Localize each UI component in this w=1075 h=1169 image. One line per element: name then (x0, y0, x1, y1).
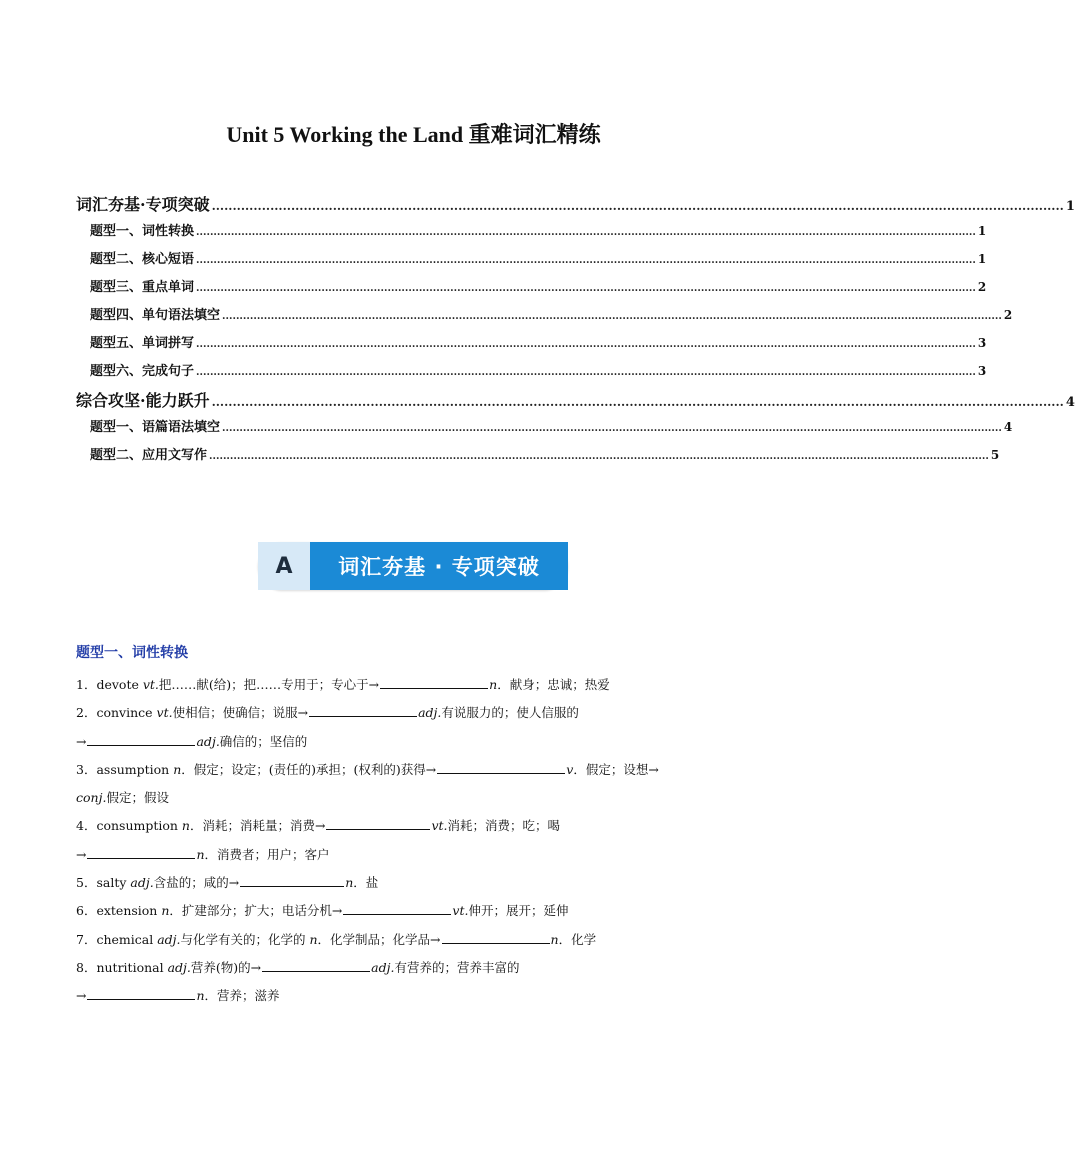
pos-tag: conj. (76, 790, 107, 806)
exercise-text: ．假定；设想→ (573, 761, 659, 777)
exercise-text: 有说服力的；使人信服的 (441, 705, 579, 721)
section-banner (258, 542, 568, 590)
toc-leader-dots: ................................................................................................................................................................................................................................ (196, 367, 976, 378)
exercise-line (76, 928, 756, 956)
answer-blank[interactable] (87, 732, 195, 746)
pos-tag: v (566, 761, 574, 777)
toc-leader-dots: ................................................................................................................................................................................................................................ (209, 451, 989, 462)
exercise-text: 营养(物)的→ (190, 959, 262, 975)
exercise-line (76, 956, 756, 984)
pos-tag: n (309, 931, 318, 947)
exercise-text: 伸开；展开；延伸 (468, 903, 569, 919)
exercise-text: 1．devote (76, 677, 143, 692)
exercise-line (76, 701, 756, 729)
toc-leader-dots: ............................................................................................................................................................................................................ (211, 395, 1064, 409)
answer-blank[interactable] (343, 901, 451, 915)
toc-entry-label: 题型三、重点单词 (90, 280, 195, 295)
exercise-text: 消耗；消费；吃；喝 (447, 818, 561, 834)
pos-tag: vt. (156, 705, 173, 721)
toc-entry-label: 题型五、单词拼写 (90, 336, 195, 351)
exercise-text: ．消耗；消耗量；消费→ (189, 818, 326, 834)
toc-entry[interactable] (76, 304, 1013, 332)
pos-tag: n (161, 903, 170, 919)
exercise-line (76, 984, 756, 1012)
toc-leader-dots: ................................................................................................................................................................................................................................ (196, 283, 976, 294)
toc-page-number: 4 (1003, 420, 1013, 434)
toc-entry-label: 题型六、完成句子 (90, 364, 195, 379)
page-title: Unit 5 Working the Land 重难词汇精练 (226, 122, 601, 147)
toc-page-number: 1 (1065, 199, 1075, 214)
toc-entry-label: 题型一、语篇语法填空 (90, 420, 221, 435)
toc-leader-dots: ............................................................................................................................................................................................................ (211, 199, 1064, 213)
pos-tag: adj. (130, 875, 154, 891)
toc-page-number: 1 (977, 252, 987, 266)
exercise-text: 使相信；使确信；说服→ (172, 705, 309, 721)
answer-blank[interactable] (326, 816, 430, 830)
exercise-text: → (76, 733, 87, 749)
toc-entry-label: 题型一、词性转换 (90, 224, 195, 239)
toc-entry[interactable] (76, 444, 1000, 472)
exercise-text: 把……献(给)；把……专用于；专心于→ (158, 677, 380, 692)
answer-blank[interactable] (437, 760, 565, 774)
toc-leader-dots: ................................................................................................................................................................................................................................ (222, 423, 1002, 434)
answer-blank[interactable] (262, 958, 370, 972)
pos-tag: adj. (371, 959, 395, 975)
toc-entry-label: 词汇夯基·专项突破 (76, 195, 210, 214)
exercise-list (76, 673, 756, 1013)
toc-entry-label: 题型二、核心短语 (90, 252, 195, 267)
exercise-text: ．献身；忠诚；热爱 (497, 677, 610, 692)
answer-blank[interactable] (87, 986, 195, 1000)
table-of-contents (76, 192, 1075, 472)
section-banner-title: 词汇夯基 · 专项突破 (310, 542, 568, 590)
answer-blank[interactable] (87, 845, 195, 859)
pos-tag: n (550, 931, 559, 947)
exercise-text: 确信的；坚信的 (219, 733, 308, 749)
toc-entry[interactable] (76, 416, 1013, 444)
exercise-line (76, 899, 756, 927)
exercise-text: ．扩建部分；扩大；电话分机→ (169, 903, 343, 919)
exercise-line (76, 758, 756, 786)
pos-tag: n (196, 846, 205, 862)
exercise-text: ．假定；设定；(责任的)承担；(权利的)获得→ (181, 761, 437, 777)
pos-tag: vt. (431, 818, 448, 834)
pos-tag: adj. (167, 959, 191, 975)
toc-entry[interactable] (76, 248, 987, 276)
answer-blank[interactable] (240, 873, 344, 887)
exercise-line (76, 786, 756, 814)
exercise-text: ．化学制品；化学品→ (317, 931, 441, 947)
answer-blank[interactable] (309, 703, 417, 717)
exercise-text: 与化学有关的；化学的 (180, 931, 310, 947)
answer-blank[interactable] (442, 930, 550, 944)
pos-tag: n (173, 761, 182, 777)
toc-page-number: 3 (977, 336, 987, 350)
exercise-text: 3．assumption (76, 761, 174, 777)
exercise-line (76, 730, 756, 758)
toc-page-number: 2 (1003, 308, 1013, 322)
exercise-text: 4．consumption (76, 818, 182, 834)
toc-leader-dots: ................................................................................................................................................................................................................................ (222, 311, 1002, 322)
toc-entry[interactable] (76, 332, 987, 360)
toc-leader-dots: ................................................................................................................................................................................................................................ (196, 339, 976, 350)
pos-tag: n (181, 818, 190, 834)
exercise-text: 有营养的；营养丰富的 (394, 959, 520, 975)
toc-page-number: 1 (977, 224, 987, 238)
pos-tag: vt. (142, 677, 159, 692)
exercise-text: 7．chemical (76, 931, 158, 947)
exercise-line (76, 871, 756, 899)
answer-blank[interactable] (380, 675, 488, 689)
toc-leader-dots: ................................................................................................................................................................................................................................ (196, 227, 976, 238)
toc-entry-label: 题型四、单句语法填空 (90, 308, 221, 323)
toc-page-number: 4 (1065, 395, 1075, 410)
toc-entry-label: 题型二、应用文写作 (90, 448, 208, 463)
pos-tag: vt. (452, 903, 469, 919)
exercise-line (76, 673, 756, 701)
exercise-line (76, 843, 756, 871)
exercise-text: ．消费者；用户；客户 (204, 846, 330, 862)
toc-page-number: 5 (990, 448, 1000, 462)
toc-entry[interactable] (76, 192, 1075, 220)
exercise-text: → (76, 846, 87, 862)
exercise-text: → (76, 988, 87, 1004)
exercise-text: 含盐的；咸的→ (153, 875, 240, 891)
exercise-text: 8．nutritional (76, 959, 168, 975)
toc-entry[interactable] (76, 220, 987, 248)
exercise-text: ．营养；滋养 (204, 988, 280, 1004)
pos-tag: n (196, 988, 205, 1004)
toc-entry-label: 综合攻坚·能力跃升 (76, 391, 210, 410)
exercise-text: ．盐 (353, 875, 379, 891)
toc-page-number: 3 (977, 364, 987, 378)
toc-entry[interactable] (76, 360, 987, 388)
pos-tag: adj. (418, 705, 442, 721)
pos-tag: n (489, 677, 498, 692)
exercise-text: 5．salty (76, 875, 131, 891)
pos-tag: adj. (157, 931, 181, 947)
pos-tag: adj. (196, 733, 220, 749)
exercise-line (76, 814, 756, 842)
section-heading: 题型一、词性转换 (76, 645, 188, 661)
toc-entry[interactable] (76, 276, 987, 304)
exercise-text: 2．convince (76, 705, 157, 721)
toc-entry[interactable] (76, 388, 1075, 416)
pos-tag: n (345, 875, 354, 891)
exercise-text: ．化学 (558, 931, 597, 947)
section-letter-badge: A (258, 542, 310, 590)
toc-leader-dots: ................................................................................................................................................................................................................................ (196, 255, 976, 266)
toc-page-number: 2 (977, 280, 987, 294)
exercise-text: 假定；假设 (106, 790, 169, 806)
exercise-text: 6．extension (76, 903, 162, 919)
